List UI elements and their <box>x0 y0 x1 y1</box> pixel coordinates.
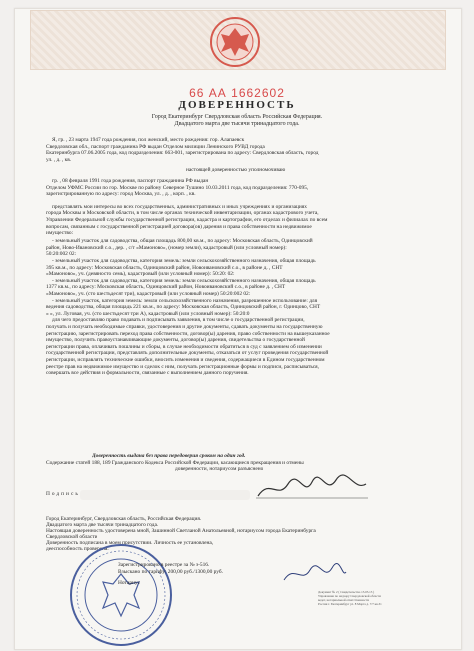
body-line: совершать все действия и формальности, связанные с выполнением данного поручения. <box>46 370 249 377</box>
body-line: регистрации права, оплачивать пошлины и сборы, в случае необходимости обратиться в суд с заявлением об изменении <box>46 343 322 350</box>
registry-line: Зарегистрировано в реестре за № з-516. <box>118 562 210 568</box>
registry-line: Нотариус <box>118 580 140 586</box>
coat-of-arms-emblem <box>207 14 263 70</box>
body-line: 1377 кв.м., по адресу: Московская область, Одинцовский район, Новоивановский с.о., в районе д. , СНТ <box>46 284 286 291</box>
body-line: ведения садоводства, общая площадь 221 кв.м., по адресу: Московская область, Одинцовский район, г. Одинцово, СНТ <box>46 304 321 311</box>
notary-seal-stamp <box>66 540 176 650</box>
no-redelegation-line: Доверенность выдана без права передоверия сроком на один год. <box>92 453 246 459</box>
place-line: Город Екатеринбург Свердловская область Российская Федерация. <box>151 114 323 120</box>
certify-line: Доверенность подписана в моем присутствии. Личность ее установлена, <box>46 540 214 546</box>
registry-line: Взыскано по тарифу: 200,00 руб./1300,00 руб. <box>118 569 223 575</box>
redacted-signatory-name <box>80 490 250 500</box>
body-line: имущество: <box>46 230 74 237</box>
body-line: - земельный участок для садоводства, общая площадь 800,00 кв.м., по адресу: Московская область, Одинцовский <box>52 238 313 245</box>
body-line: - земельный участок для садоводства, категория земель: земли сельскохозяйственного назначения, общая площадь <box>52 277 316 284</box>
body-line: Отделом УФМС России по гор. Москве по району Северное Тушино 10.03.2011 года, код подразделения: 770-095, <box>46 184 309 191</box>
civil-code-line: Содержание статей 188, 189 Гражданского Кодекса Российской Федерации, касающиеся прекращения и отмены <box>46 460 304 466</box>
certify-line: Город Екатеринбург, Свердловская область, Российская Федерация. <box>46 516 202 522</box>
body-line: получать и получать необходимые справки, удостоверения и другие документы, сдавать документы на государственную <box>46 324 323 330</box>
body-line: реестре прав на недвижимое имущество и сделок с ним, получать регистрационные формы и подписи, расписываться, <box>46 363 320 370</box>
body-line: Свердловская обл., паспорт гражданина РФ выдан Отделом милиции Ленинского РУВД города <box>46 143 265 150</box>
notary-signature <box>280 560 350 588</box>
body-line: вопросам, связанным с государственной регистрацией договора(ов) дарения и права собственности на недвижимое <box>46 223 312 230</box>
body-line: зарегистрированную по адресу: город Москва, ул. , д. , корп. , кв. <box>46 191 196 198</box>
notary-registration-box <box>318 590 448 620</box>
body-line: регистрации, исправлять технические ошибки, вносить изменения и сведения, содержащиеся в Едином государственном <box>46 357 325 363</box>
document-title: ДОВЕРЕННОСТЬ <box>178 99 296 111</box>
body-line: Я, гр. , 23 марта 1947 года рождения, пол женский, место рождения: гор. Алапаевск <box>52 137 245 143</box>
body-line: Екатеринбурга 07.06.2005 года, код подразделения: 663-001, зарегистрирована по адресу: Свердловская область, город <box>46 150 319 157</box>
signature-label: Подпись <box>46 491 80 497</box>
body-line: Управлении Федеральной службы государственной регистрации, кадастра и картографии, его отделах и филиалах по всем <box>46 217 328 223</box>
civil-code-line-2: доверенности, нотариусом разъяснено <box>175 466 264 472</box>
registration-box-line: ведет, нотариальной ответственности <box>318 598 369 602</box>
body-line: район, Ново-Ивановский с.о., дер. , с/т «Мамоново», (номер земли), кадастровый (или условный номер): <box>46 244 287 251</box>
body-line: города Москвы и Московской области, в том числе органах технической инвентаризации, органах кадастрового учета, <box>46 210 319 217</box>
body-line: ул. , д. , кв. <box>46 156 72 163</box>
body-line: для чего предоставляю право подавать и подписывать заявления, в том числе о государственной регистрации, <box>52 317 305 324</box>
certify-line: Свердловской области <box>46 534 98 540</box>
body-line: имущество, получить правоустанавливающие документы, договор(ы) дарения, свидетельства о государственной <box>46 337 305 344</box>
body-line: «Мамоново», уч. (девяносто семь), кадастровый (или условный номер): 50:20: 02: <box>46 271 235 278</box>
body-line: государственной регистрации, представлять дополнительные документы, отказаться от услуг проведения государственной <box>46 350 329 357</box>
body-line: регистрацию, зарегистрировать переход права собственности, договор(ы) дарения, право собственности на вышеуказанное <box>46 330 330 337</box>
registration-box-line: Документ № 2 ( Свидетельство 13.03.13 ) <box>318 590 375 594</box>
body-line: гр. , 08 февраля 1991 года рождения, паспорт гражданина РФ выдан <box>52 178 209 184</box>
principal-signature <box>252 470 372 504</box>
registration-box-line: Россия г. Екатеринбург ул. 8 Марта д. 7/7 кв.31 <box>318 602 382 606</box>
body-line: - земельный участок, категория земель: земли сельскохозяйственного назначения, разрешенное использование: для <box>52 297 318 304</box>
certify-line: Двадцатого марта две тысячи тринадцатого года. <box>46 522 159 528</box>
document-serial-number: 66 АА 1662602 <box>189 86 285 100</box>
date-line: Двадцатого марта две тысячи тринадцатого года. <box>174 121 300 127</box>
registration-box-line: Управление по надзору Свердловской области <box>318 594 381 598</box>
body-line: представлять мои интересы во всех государственных, административных и иных учреждениях и организациях <box>52 203 307 210</box>
body-line: 395 кв.м., по адресу: Московская область, Одинцовский район, Новоивановский с.о., в районе д. , СНТ <box>46 264 283 271</box>
body-line: «Мамоново», уч. (сто шестьдесят три), кадастровый (или условный номер) 50:20:002 02: <box>46 291 251 297</box>
body-line: настоящей доверенностью уполномочиваю <box>186 167 286 174</box>
certify-line: Настоящая доверенность удостоверена мной, Зашинной Светланой Анатольевной, нотариусом города Екатеринбурга <box>46 528 316 534</box>
body-line: 50:20:002 02: <box>46 251 77 258</box>
certify-line: дееспособность проверена. <box>46 546 109 552</box>
body-line: - земельный участок для садоводства, категория земель: земли сельскохозяйственного назначения, общая площадь <box>52 258 316 264</box>
body-line: « », ул. Луговая, уч. (сто шестьдесят три А), кадастровый (или условный номер): 50:20:0 <box>46 310 250 317</box>
